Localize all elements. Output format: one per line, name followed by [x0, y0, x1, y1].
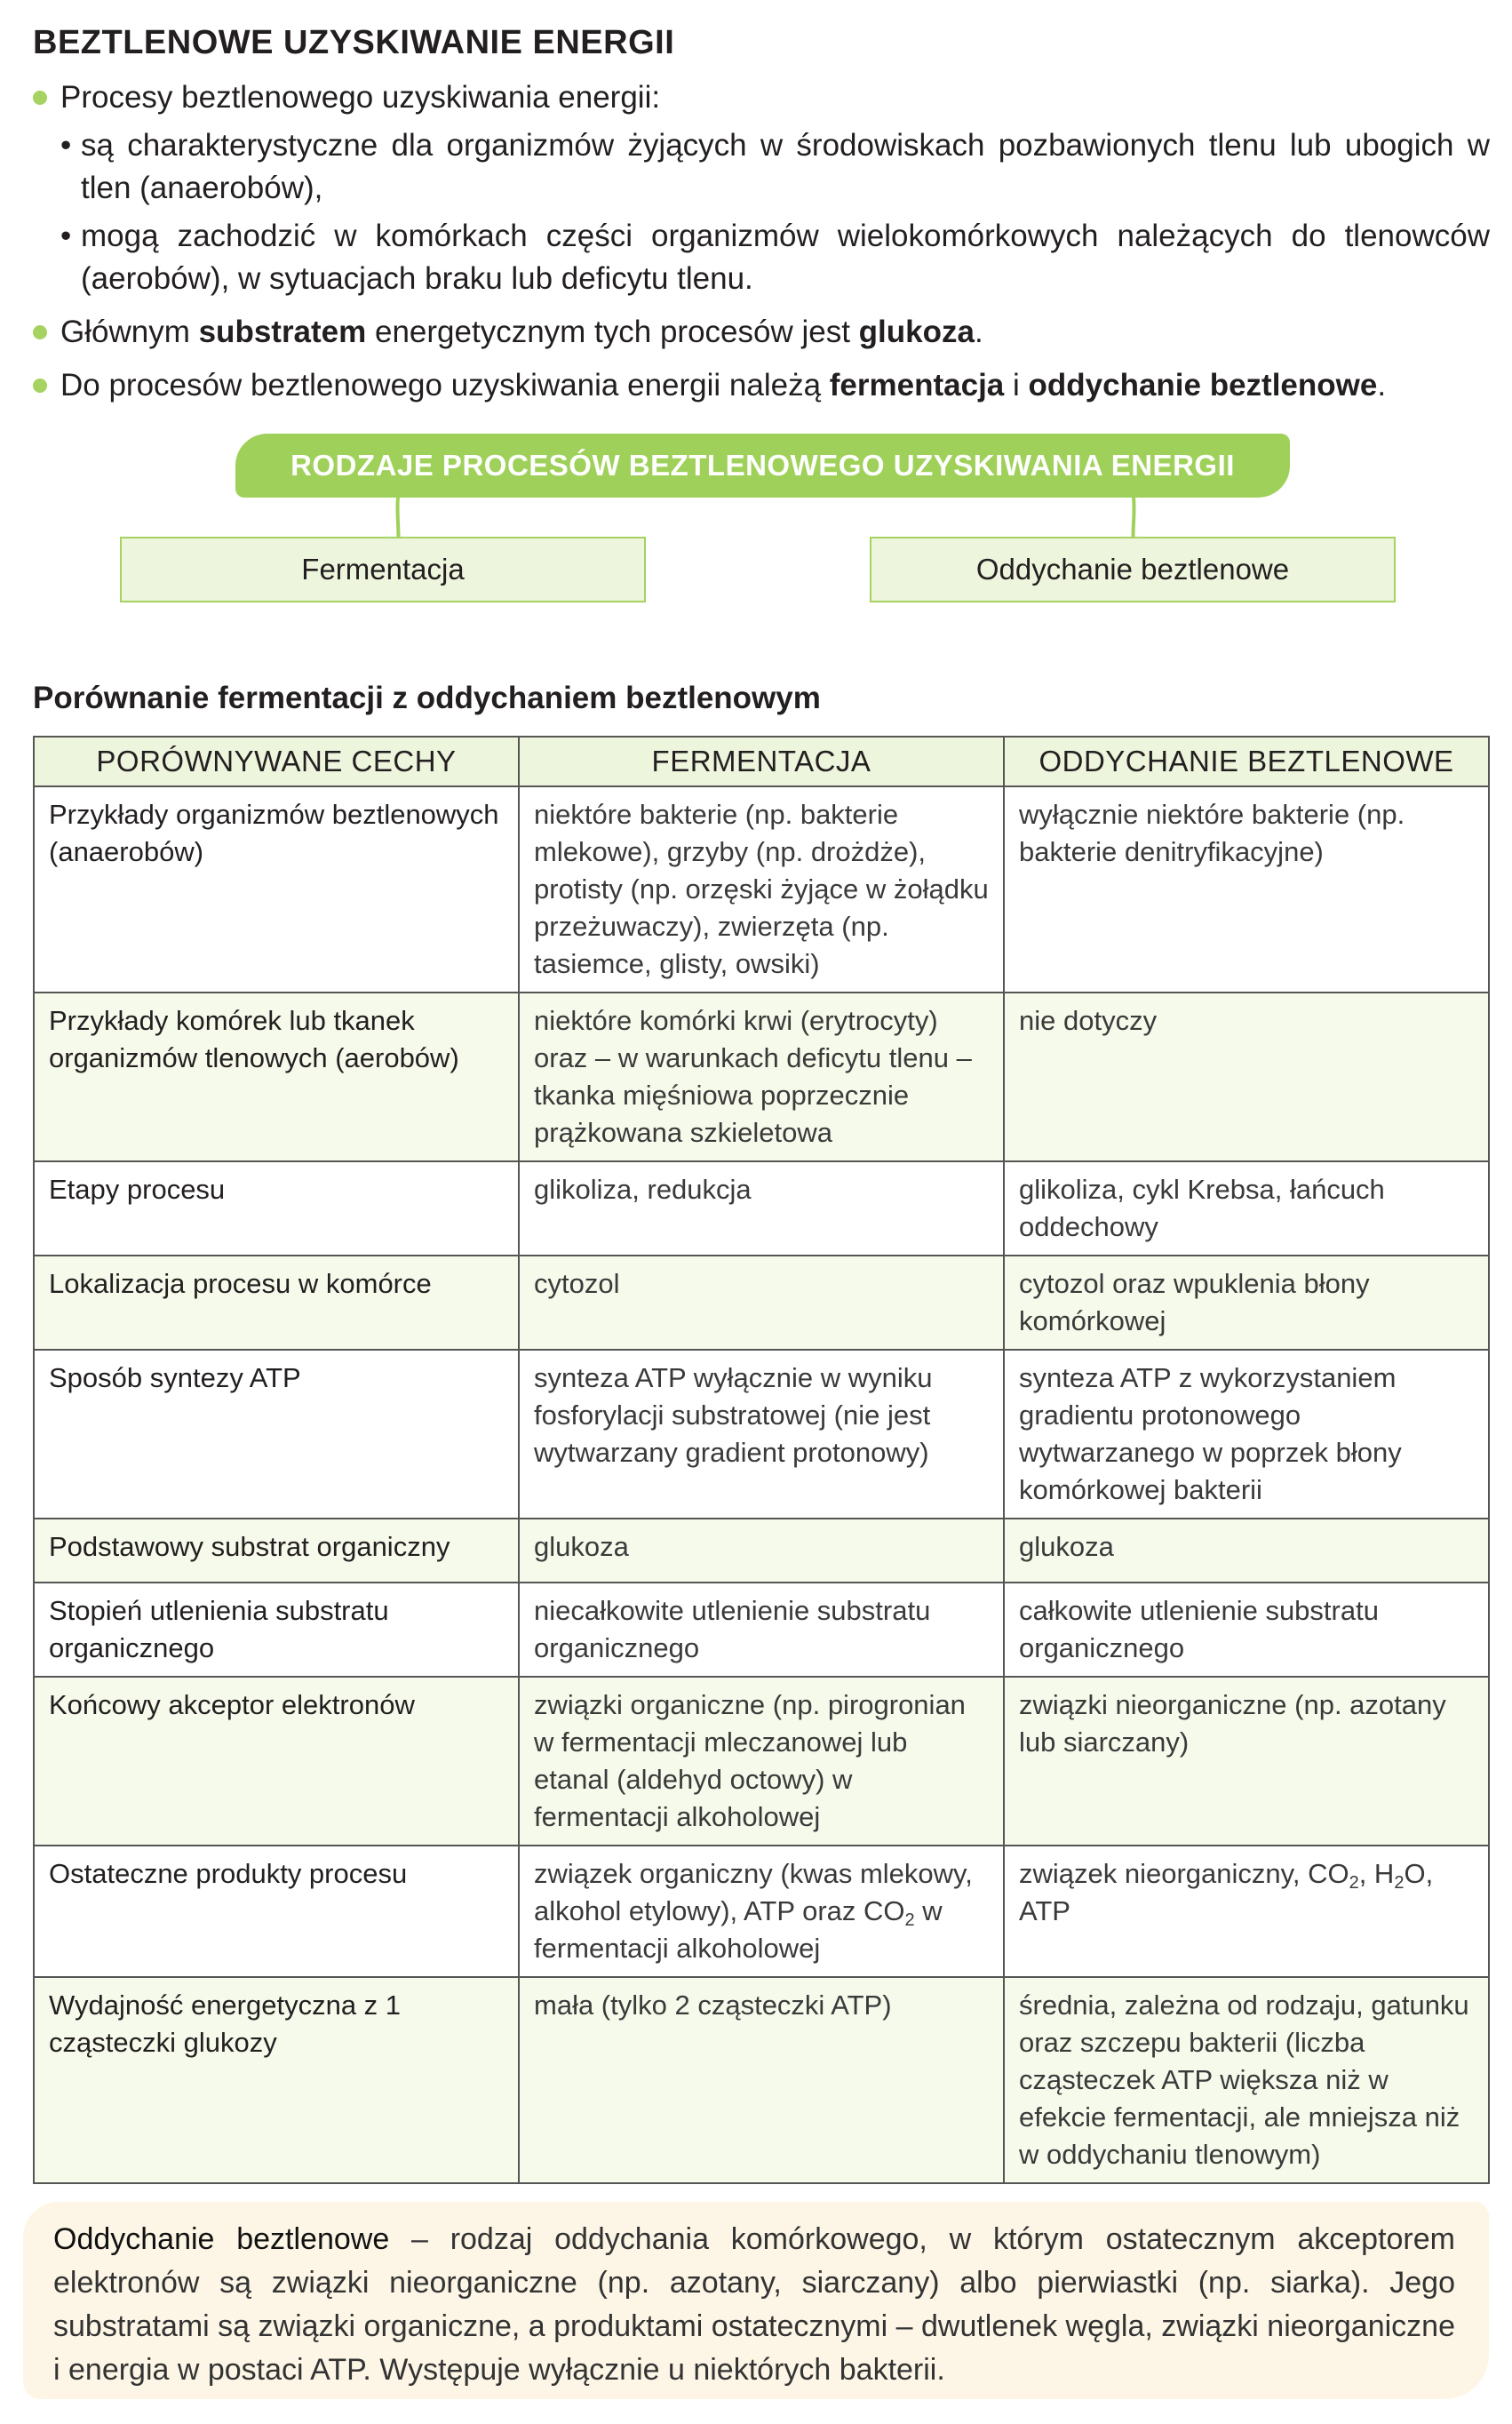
anaerobic-cell: wyłącznie niektóre bakterie (np. bakterie denitryfikacyjne) — [1004, 786, 1489, 993]
feature-cell: Stopień utlenienia substratu organicznego — [34, 1583, 519, 1677]
sub-bullet-anaerobes — [33, 124, 1490, 210]
bullet-processes — [33, 76, 1490, 119]
box-anaerobic-respiration: Oddychanie beztlenowe — [870, 537, 1396, 602]
anaerobic-cell: cytozol oraz wpuklenia błony komórkowej — [1004, 1256, 1489, 1350]
bullet-substrate — [33, 311, 1490, 354]
sub-bullet-mark: • — [60, 219, 72, 253]
text: energetycznym tych procesów jest — [366, 315, 859, 349]
fermentation-cell: niecałkowite utlenienie substratu organicznego — [519, 1583, 1004, 1677]
feature-cell: Wydajność energetyczna z 1 cząsteczki glukozy — [34, 1977, 519, 2183]
diagram-banner: RODZAJE PROCESÓW BEZTLENOWEGO UZYSKIWANIA ENERGII — [235, 434, 1290, 498]
table-row — [34, 1977, 1489, 2183]
text: Do procesów beztlenowego uzyskiwania energii należą — [60, 368, 830, 403]
table-row — [34, 1256, 1489, 1350]
table-header-row — [34, 737, 1489, 786]
process-types-diagram — [33, 434, 1490, 647]
text: O, ATP — [1019, 1858, 1434, 1926]
header-features: PORÓWNYWANE CECHY — [34, 737, 519, 786]
table-row — [34, 1161, 1489, 1256]
term-glucose: glukoza — [858, 315, 975, 349]
text: związek nieorganiczny, CO — [1019, 1858, 1349, 1889]
comparison-title: Porównanie fermentacji z oddychaniem beztlenowym — [33, 681, 821, 715]
anaerobic-cell: synteza ATP z wykorzystaniem gradientu protonowego wytwarzanego w poprzek błony komórkowej bakterii — [1004, 1350, 1489, 1519]
feature-cell: Końcowy akceptor elektronów — [34, 1677, 519, 1846]
header-fermentation: FERMENTACJA — [519, 737, 1004, 786]
term-substrate: substratem — [198, 315, 367, 349]
anaerobic-cell: związki nieorganiczne (np. azotany lub siarczany) — [1004, 1677, 1489, 1846]
anaerobic-cell: średnia, zależna od rodzaju, gatunku oraz szczepu bakterii (liczba cząsteczek ATP większa niż w efekcie fermentacji, ale mniejsza niż w oddychaniu tlenowym) — [1004, 1977, 1489, 2183]
box-fermentation: Fermentacja — [120, 537, 646, 602]
text: Głównym — [60, 315, 199, 349]
fermentation-cell: niektóre bakterie (np. bakterie mlekowe), grzyby (np. drożdże), protisty (np. orzęski żyjące w żołądku przeżuwaczy), zwierzęta (np. tasiemce, glisty, owsiki) — [519, 786, 1004, 993]
table-row — [34, 786, 1489, 993]
table-row — [34, 1677, 1489, 1846]
subscript: 2 — [904, 1910, 915, 1930]
feature-cell: Przykłady organizmów beztlenowych (anaerobów) — [34, 786, 519, 993]
definition-body: – rodzaj oddychania komórkowego, w którym ostatecznym akceptorem elektronów są związki nieorganiczne (np. azotany, siarczany) albo pierwiastki (np. siarka). Jego substratami są związki organiczne, a produktami ostatecznymi – dwutlenek węgla, związki nieorganiczne i energia w postaci ATP. Występuje wyłącznie u niektórych bakterii. — [53, 2222, 1455, 2387]
subscript: 2 — [1394, 1873, 1405, 1893]
definition-text — [53, 2218, 1455, 2392]
fermentation-cell: mała (tylko 2 cząsteczki ATP) — [519, 1977, 1004, 2183]
fermentation-cell: glikoliza, redukcja — [519, 1161, 1004, 1256]
text: . — [1377, 368, 1387, 403]
table-row — [34, 1519, 1489, 1583]
table-row — [34, 993, 1489, 1161]
fermentation-cell — [519, 1846, 1004, 1977]
feature-cell: Lokalizacja procesu w komórce — [34, 1256, 519, 1350]
anaerobic-cell: glukoza — [1004, 1519, 1489, 1583]
text: i — [1004, 368, 1029, 403]
text: związek organiczny (kwas mlekowy, alkohol etylowy), ATP oraz CO — [534, 1858, 973, 1926]
feature-cell: Przykłady komórek lub tkanek organizmów tlenowych (aerobów) — [34, 993, 519, 1161]
bullet-text: Procesy beztlenowego uzyskiwania energii: — [60, 80, 661, 115]
table-row — [34, 1583, 1489, 1677]
fermentation-cell: glukoza — [519, 1519, 1004, 1583]
header-anaerobic: ODDYCHANIE BEZTLENOWE — [1004, 737, 1489, 786]
sub-bullet-aerobes — [33, 215, 1490, 300]
fermentation-cell: cytozol — [519, 1256, 1004, 1350]
anaerobic-cell — [1004, 1846, 1489, 1977]
feature-cell: Ostateczne produkty procesu — [34, 1846, 519, 1977]
bullet-dot-icon — [33, 91, 47, 105]
fermentation-cell: synteza ATP wyłącznie w wyniku fosforylacji substratowej (nie jest wytwarzany gradient protonowy) — [519, 1350, 1004, 1519]
feature-cell: Sposób syntezy ATP — [34, 1350, 519, 1519]
anaerobic-cell: glikoliza, cykl Krebsa, łańcuch oddechowy — [1004, 1161, 1489, 1256]
text: w fermentacji alkoholowej — [534, 1895, 943, 1964]
bullet-process-types — [33, 364, 1490, 407]
fermentation-cell: niektóre komórki krwi (erytrocyty) oraz – w warunkach deficytu tlenu – tkanka mięśniowa poprzecznie prążkowana szkieletowa — [519, 993, 1004, 1161]
table-row — [34, 1846, 1489, 1977]
text: , H — [1358, 1858, 1395, 1889]
table-row — [34, 1350, 1489, 1519]
text: . — [974, 315, 983, 349]
term-anaerobic-respiration: oddychanie beztlenowe — [1028, 368, 1378, 403]
sub-bullet-mark: • — [60, 128, 72, 163]
definition-term: Oddychanie beztlenowe — [53, 2222, 390, 2256]
sub-bullet-text: mogą zachodzić w komórkach części organizmów wielokomórkowych należących do tlenowców (aerobów), w sytuacjach braku lub deficytu tlenu. — [81, 219, 1490, 296]
page-content — [33, 21, 1490, 2184]
feature-cell: Etapy procesu — [34, 1161, 519, 1256]
sub-bullet-text: są charakterystyczne dla organizmów żyjących w środowiskach pozbawionych tlenu lub ubogich w tlen (anaerobów), — [81, 128, 1490, 205]
subscript: 2 — [1349, 1873, 1359, 1893]
feature-cell: Podstawowy substrat organiczny — [34, 1519, 519, 1583]
fermentation-cell: związki organiczne (np. pirogronian w fermentacji mleczanowej lub etanal (aldehyd octowy) w fermentacji alkoholowej — [519, 1677, 1004, 1846]
term-fermentation: fermentacja — [829, 368, 1005, 403]
comparison-table — [33, 736, 1490, 2184]
section-title: BEZTLENOWE UZYSKIWANIE ENERGII — [33, 24, 675, 61]
bullet-dot-icon — [33, 325, 47, 339]
bullet-dot-icon — [33, 379, 47, 393]
anaerobic-cell: całkowite utlenienie substratu organicznego — [1004, 1583, 1489, 1677]
anaerobic-cell: nie dotyczy — [1004, 993, 1489, 1161]
